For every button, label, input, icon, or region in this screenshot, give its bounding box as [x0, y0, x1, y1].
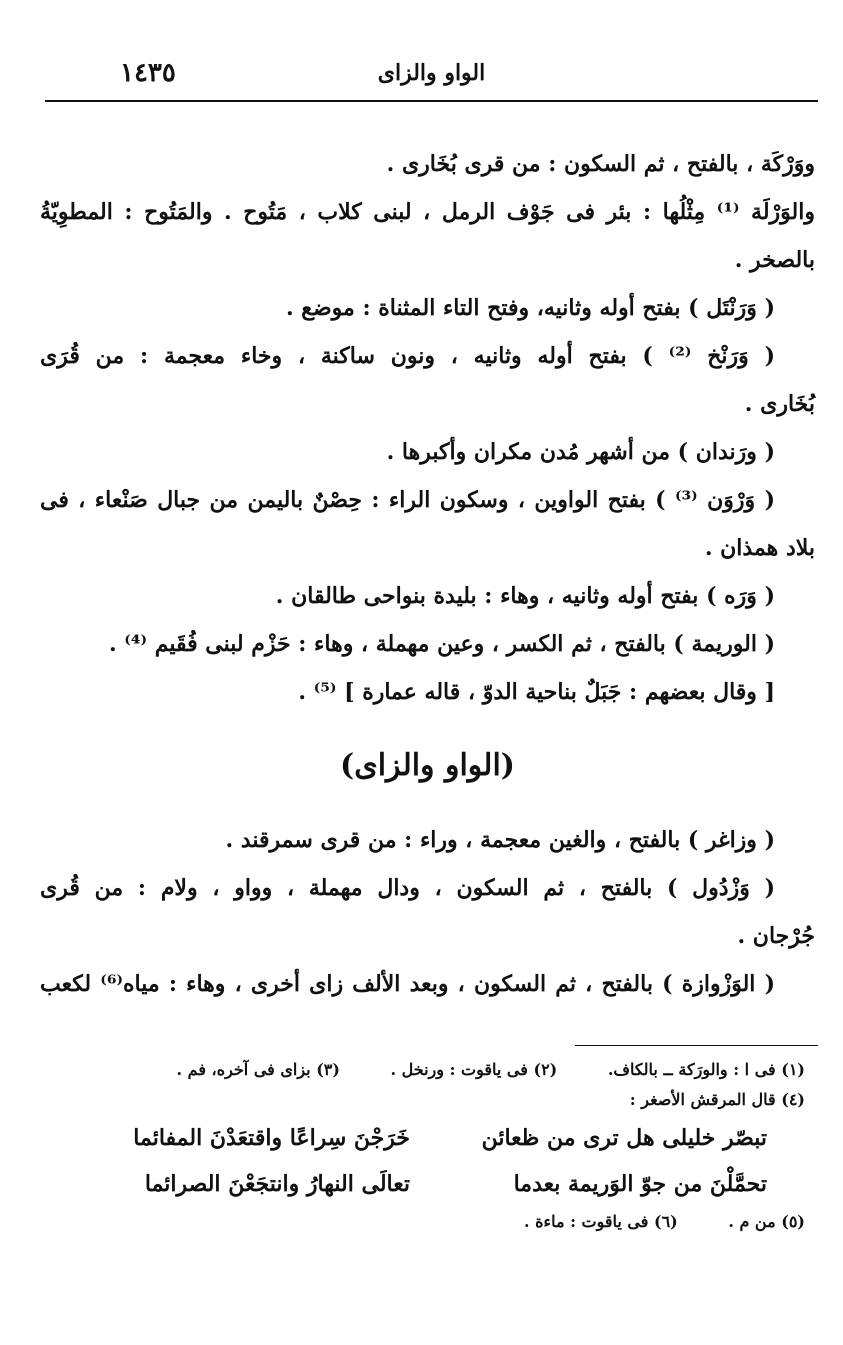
verse-hemistich: تعالَى النهارُ وانتجَعْنَ الصرائما — [144, 1171, 410, 1197]
footnote: (٦) فى ياقوت : ماءة . — [524, 1212, 678, 1231]
entry-line: بلاد همذان . — [704, 535, 815, 561]
entry-line: ( الوَزْوازة ) بالفتح ، ثم السكون ، وبعد الألف زاى أخرى ، وهاء : مياه⁽⁶⁾ لكعب — [40, 971, 776, 997]
verse-hemistich: تحمَّلْنَ من جوّ الوَريمة بعدما — [513, 1171, 767, 1197]
entry-line: ( وَرَه ) بفتح أوله وثانيه ، وهاء : بليدة بنواحى طالقان . — [275, 583, 775, 609]
entry-line: ووَرْكَة ، بالفتح ، ثم السكون : من قرى بُخَارى . — [386, 151, 815, 177]
verse-hemistich: خَرَجْنَ سِراعًا واقتعَدْنَ المفائما — [133, 1125, 410, 1151]
footnotes — [40, 1055, 805, 1237]
entry-line: ( وزاغر ) بالفتح ، والغين معجمة ، وراء : من قرى سمرقند . — [225, 827, 775, 853]
footnote: (٢) فى ياقوت : ورنخل . — [390, 1060, 558, 1079]
page-header — [45, 58, 818, 98]
footnote: (٥) من م . — [728, 1212, 805, 1231]
entry-line: ( وَزْدُول ) بالفتح ، ثم السكون ، ودال مهملة ، وواو ، ولام : من قُرى — [40, 875, 775, 901]
running-title: الواو والزاى — [377, 60, 486, 86]
verse-line — [40, 1115, 805, 1161]
footnote-row — [40, 1207, 805, 1237]
footnote: (٣) بزاى فى آخره، فم . — [176, 1060, 340, 1079]
entry-line: ( وَرَنْتَل ) بفتح أوله وثانيه، وفتح التاء المثناة : موضع . — [285, 295, 775, 321]
verse-line — [40, 1161, 805, 1207]
header-rule — [45, 100, 818, 102]
entry-line: بالصخر . — [734, 247, 815, 273]
footnote-row — [40, 1085, 805, 1115]
entry-line: [ وقال بعضهم : جَبَلٌ بناحية الدوّ ، قاله عمارة ] ⁽⁵⁾ . — [298, 679, 775, 705]
entry-line: ( وَرَنْخ ⁽²⁾ ) بفتح أوله وثانيه ، ونون ساكنة ، وخاء معجمة : من قُرَى — [40, 343, 775, 369]
footnote: (٤) قال المرقش الأصغر : — [629, 1090, 805, 1109]
section-title: (الواو والزاى) — [340, 748, 515, 783]
entry-line: والوَرْلَة ⁽¹⁾ مِثْلُها : بئر فى جَوْف الرمل ، لبنى كلاب ، مَتُوح . والمَتُوح : المطوِيّةُ — [40, 199, 815, 225]
entry-line: جُرْجان . — [737, 923, 815, 949]
footnote: (١) فى ا : والورَكة ــ بالكاف. — [607, 1060, 805, 1079]
page-number: ١٤٣٥ — [120, 58, 176, 88]
entry-line: بُخَارى . — [744, 391, 815, 417]
entry-line: ( الوريمة ) بالفتح ، ثم الكسر ، وعين مهملة ، وهاء : حَزْم لبنى فُقَيم ⁽⁴⁾ . — [108, 631, 775, 657]
entry-line: ( ورَندان ) من أشهر مُدن مكران وأكبرها . — [386, 439, 775, 465]
footnote-rule — [575, 1045, 818, 1046]
entry-line: ( وَرْوَن ⁽³⁾ ) بفتح الواوين ، وسكون الراء : حِصْنٌ باليمن من جبال صَنْعاء ، فى — [40, 487, 775, 513]
entries-text — [40, 140, 815, 1008]
footnote-row — [40, 1055, 805, 1085]
verse-hemistich: تبصّر خليلى هل ترى من ظعائن — [481, 1125, 767, 1151]
